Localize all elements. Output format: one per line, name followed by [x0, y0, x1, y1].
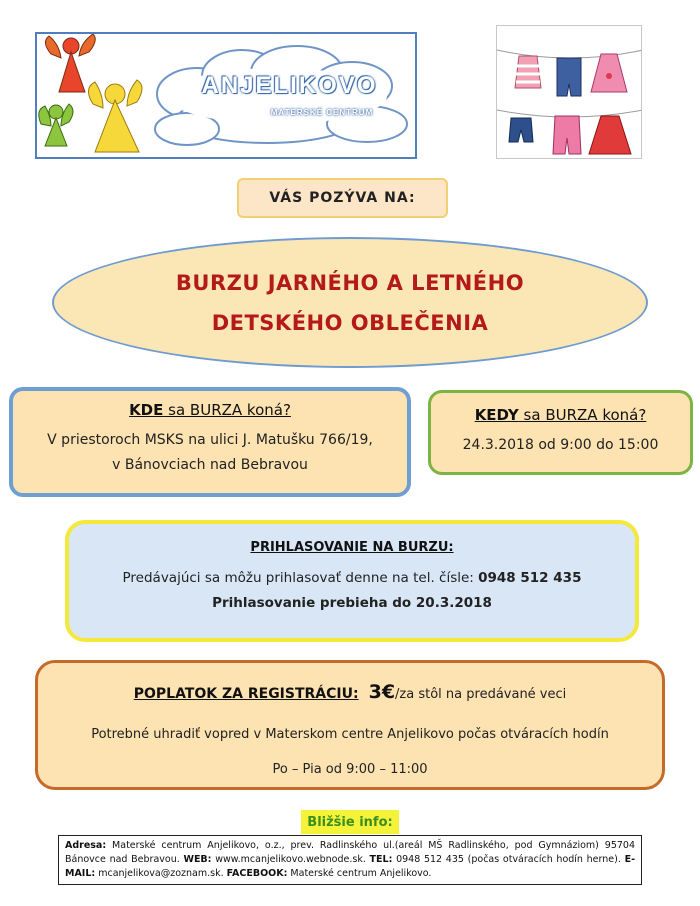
contact-facebook: Materské centrum Anjelikovo.	[287, 868, 432, 879]
when-datetime: 24.3.2018 od 9:00 do 15:00	[462, 437, 659, 453]
contact-tel: 0948 512 435 (počas otváracích hodín herne).	[392, 854, 625, 865]
clothesline-image	[496, 25, 642, 159]
signup-deadline: Prihlasovanie prebieha do 20.3.2018	[212, 595, 492, 611]
clothesline-icon	[497, 26, 642, 159]
event-title-oval	[52, 237, 648, 368]
where-title: KDE sa BURZA koná?	[129, 401, 291, 419]
where-box	[9, 387, 411, 497]
fee-opening-hours: Po – Pia od 9:00 – 11:00	[272, 762, 428, 777]
contact-web: www.mcanjelikovo.webnode.sk.	[211, 854, 370, 865]
signup-title: PRIHLASOVANIE NA BURZU:	[250, 540, 454, 555]
fee-per-table: /za stôl na predávané veci	[395, 687, 567, 702]
logo-subtitle: MATERSKÉ CENTRUM	[270, 108, 374, 117]
green-angel-icon	[39, 104, 73, 146]
more-info-label: Bližšie info:	[301, 810, 399, 834]
where-line1: V priestoroch MSKS na ulici J. Matušku 766/19,	[47, 432, 373, 448]
fee-amount: 3€	[368, 681, 396, 703]
fee-label: POPLATOK ZA REGISTRÁCIU:	[133, 686, 359, 702]
signup-phone-line: Predávajúci sa môžu prihlasovať denne na tel. čísle: 0948 512 435	[122, 570, 582, 586]
event-title-line1: BURZU JARNÉHO A LETNÉHO	[175, 270, 525, 295]
logo-name: ANJELIKOVO	[201, 72, 378, 99]
signup-box	[65, 520, 639, 642]
contact-email: mcanjelikova@zoznam.sk.	[95, 868, 227, 879]
invite-label: VÁS POZÝVA NA:	[237, 178, 448, 218]
logo-banner	[35, 32, 417, 159]
contact-address: Materské centrum Anjelikovo, o.z., prev. Radlinského ul.(areál MŠ Radlinského, pod Gymnáziom) 95704 Bánovce nad Bebravou.	[65, 840, 635, 865]
fee-payment-note: Potrebné uhradiť vopred v Materskom centre Anjelikovo počas otváracích hodín	[91, 727, 609, 742]
yellow-angel-icon	[88, 80, 142, 152]
when-box	[428, 390, 693, 475]
striped-dress-icon	[515, 56, 541, 88]
contact-box: Adresa: Materské centrum Anjelikovo, o.z., prev. Radlinského ul.(areál MŠ Radlinského, pod Gymnáziom) 95704 Bánovce nad Bebravou. WEB: www.mcanjelikovo.webnode.sk. TEL: 0948 512 435 (počas otváracích hodín herne). E-MAIL: mcanjelikova@zoznam.sk. FACEBOOK: Materské centrum Anjelikovo.	[58, 835, 642, 885]
red-angel-icon	[45, 34, 95, 92]
signup-phone: 0948 512 435	[478, 570, 582, 586]
fee-box	[35, 660, 665, 790]
where-line2: v Bánovciach nad Bebravou	[112, 457, 308, 473]
event-title-line2: DETSKÉHO OBLEČENIA	[211, 310, 489, 335]
fee-line	[38, 681, 662, 703]
when-title: KEDY sa BURZA koná?	[474, 406, 647, 424]
